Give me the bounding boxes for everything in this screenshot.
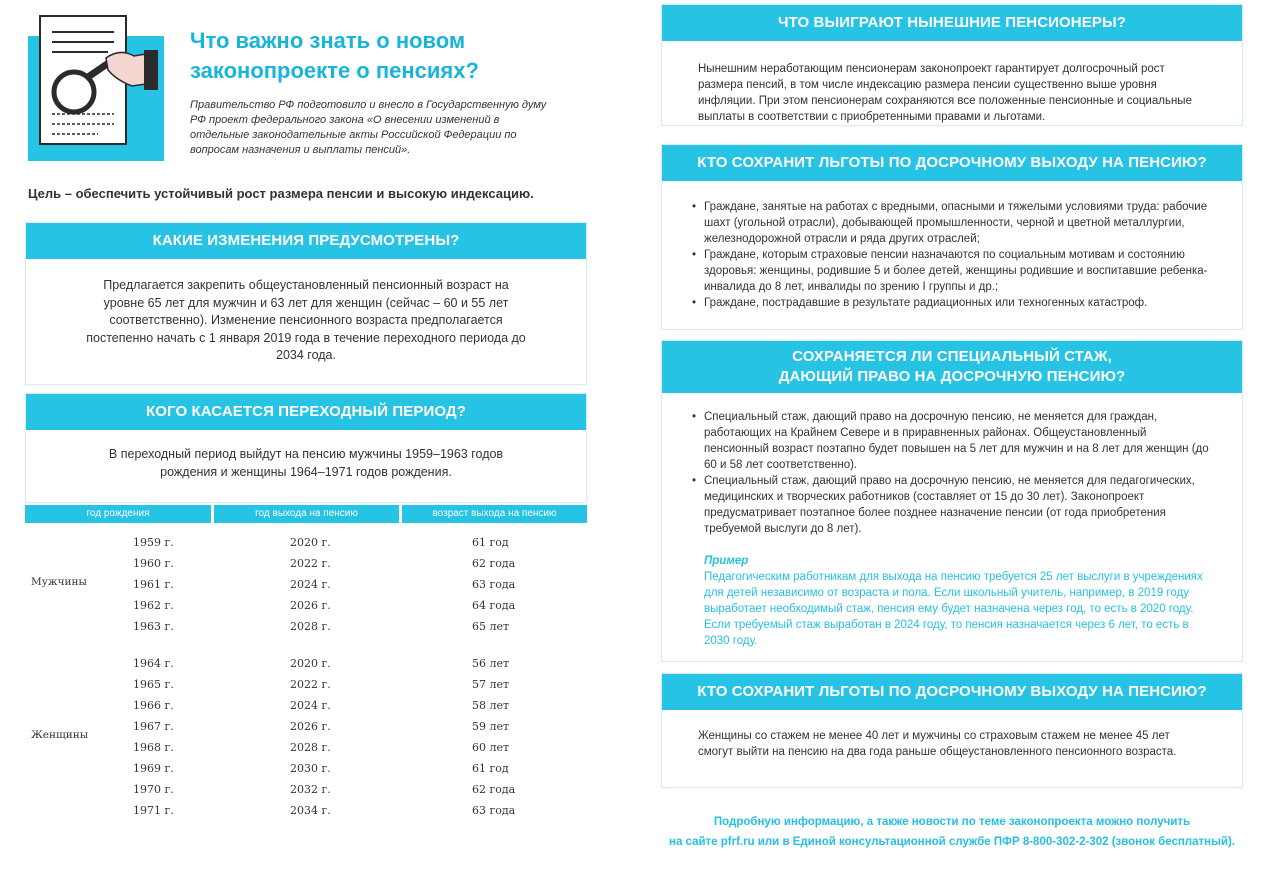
cell-age: 59 лет [472, 720, 510, 733]
table-row [25, 620, 587, 640]
cell-birth: 1969 г. [133, 762, 174, 775]
table-row [25, 536, 587, 556]
pensioners-heading: ЧТО ВЫИГРАЮТ НЫНЕШНИЕ ПЕНСИОНЕРЫ? [662, 5, 1242, 41]
goal-text: Цель – обеспечить устойчивый рост размера пенсии и высокую индексацию. [28, 186, 534, 201]
cell-age: 63 года [472, 578, 516, 591]
cell-birth: 1968 г. [133, 741, 174, 754]
special-experience-section [661, 340, 1243, 662]
table-row [25, 678, 587, 698]
cell-retire: 2020 г. [290, 657, 331, 670]
example-text: Педагогическим работникам для выхода на пенсию требуется 25 лет выслуги в учреждениях для детей независимо от возраста и пола. Если школьный учитель, например, в 2019 году выработает необходимый стаж, пенсия ему будет назначена через год, то есть в 2020 году. Если требуемый стаж выработан в 2024 году, то пенсия назначается через 6 лет, то есть в 2030 году. [704, 571, 1203, 647]
column-header-birth: год рождения [25, 505, 211, 523]
cell-retire: 2024 г. [290, 578, 331, 591]
cell-birth: 1961 г. [133, 578, 174, 591]
cell-age: 60 лет [472, 741, 510, 754]
table-row [25, 578, 587, 598]
column-header-retire: год выхода на пенсию [214, 505, 399, 523]
page-title-line1: Что важно знать о новом [190, 28, 466, 53]
cell-retire: 2028 г. [290, 741, 331, 754]
page-title [190, 26, 550, 86]
cell-birth: 1967 г. [133, 720, 174, 733]
intro-text: Правительство РФ подготовило и внесло в Государственную думу РФ проект федерального закона «О внесении изменений в отдельные законодательные акты Российской Федерации по вопросам назначения и выплаты пенсий». [190, 99, 547, 156]
changes-heading: КАКИЕ ИЗМЕНЕНИЯ ПРЕДУСМОТРЕНЫ? [26, 223, 586, 259]
cell-age: 62 года [472, 783, 516, 796]
early-retirement-section [661, 144, 1243, 330]
column-header-age: возраст выхода на пенсию [402, 505, 587, 523]
early-retirement-heading: КТО СОХРАНИТ ЛЬГОТЫ ПО ДОСРОЧНОМУ ВЫХОДУ НА ПЕНСИЮ? [662, 145, 1242, 181]
cell-retire: 2026 г. [290, 720, 331, 733]
cell-age: 64 года [472, 599, 516, 612]
cell-retire: 2022 г. [290, 557, 331, 570]
cell-birth: 1964 г. [133, 657, 174, 670]
early-retirement-text-2: Женщины со стажем не менее 40 лет и мужчины со страховым стажем не менее 45 лет смогут выйти на пенсию на два года раньше общеустановленного пенсионного возраста. [698, 730, 1177, 758]
changes-section [25, 222, 587, 385]
cell-age: 62 года [472, 557, 516, 570]
cell-age: 58 лет [472, 699, 510, 712]
list-item: • Граждане, пострадавшие в результате радиационных или техногенных катастроф. [692, 295, 1212, 311]
special-experience-heading [662, 341, 1242, 393]
cell-retire: 2020 г. [290, 536, 331, 549]
pensioners-text: Нынешним неработающим пенсионерам законопроект гарантирует долгосрочный рост размера пенсий, в том числе индексацию размера пенсии существенно выше уровня инфляции. При этом пенсионерам сохраняются все положенные пенсионные и социальные выплаты в соответствии с приобретенными правами и льготами. [698, 63, 1192, 123]
cell-birth: 1960 г. [133, 557, 174, 570]
example-title: Пример [704, 555, 749, 567]
cell-birth: 1971 г. [133, 804, 174, 817]
cell-retire: 2024 г. [290, 699, 331, 712]
cell-age: 63 года [472, 804, 516, 817]
transition-section [25, 393, 587, 503]
early-retirement-heading-2: КТО СОХРАНИТ ЛЬГОТЫ ПО ДОСРОЧНОМУ ВЫХОДУ НА ПЕНСИЮ? [662, 674, 1242, 710]
document-magnifier-icon [28, 14, 164, 161]
cell-birth: 1966 г. [133, 699, 174, 712]
changes-text: Предлагается закрепить общеустановленный пенсионный возраст на уровне 65 лет для мужчин и 63 лет для женщин (сейчас – 60 и 55 лет соответственно). Изменение пенсионного возраста предполагается постепенно начать с 1 января 2019 года в течение переходного периода до 2034 года. [86, 278, 526, 362]
cell-age: 65 лет [472, 620, 510, 633]
pensioners-section [661, 4, 1243, 126]
page-title-line2: законопроекте о пенсиях? [190, 58, 479, 83]
list-item: • Граждане, занятые на работах с вредными, опасными и тяжелыми условиями труда: рабочие шахт (угольной отрасли), добывающей промышленности, черной и цветной металлургии, железнодорожной отрасли и ряда других отраслей; [692, 199, 1212, 247]
list-item: • Граждане, которым страховые пенсии назначаются по социальным мотивам и состоянию здоровья: женщины, родившие 5 и более детей, женщины родившие и воспитавшие ребенка-инвалида до 8 лет, инвалиды по зрению I группы и др.; [692, 247, 1212, 295]
early-retirement-section-2 [661, 673, 1243, 788]
cell-age: 61 год [472, 536, 509, 549]
list-item: • Специальный стаж, дающий право на досрочную пенсию, не меняется для граждан, работающих на Крайнем Севере и в приравненных районах. Общеустановленный пенсионный возраст поэтапно будет повышен на 5 лет для мужчин и на 8 лет для женщин (до 60 и 58 лет соответственно). [692, 409, 1212, 473]
table-row [25, 741, 587, 761]
transition-heading: КОГО КАСАЕТСЯ ПЕРЕХОДНЫЙ ПЕРИОД? [26, 394, 586, 430]
cell-birth: 1963 г. [133, 620, 174, 633]
footer-info [661, 812, 1243, 852]
table-header [25, 505, 587, 523]
cell-retire: 2026 г. [290, 599, 331, 612]
special-heading-line2: ДАЮЩИЙ ПРАВО НА ДОСРОЧНУЮ ПЕНСИЮ? [778, 368, 1126, 385]
table-row [25, 599, 587, 619]
cell-birth: 1962 г. [133, 599, 174, 612]
table-row [25, 804, 587, 824]
group-label-women: Женщины [31, 729, 89, 741]
cell-birth: 1965 г. [133, 678, 174, 691]
table-row [25, 657, 587, 677]
table-row [25, 783, 587, 803]
cell-age: 61 год [472, 762, 509, 775]
table-row [25, 699, 587, 719]
cell-birth: 1959 г. [133, 536, 174, 549]
transition-text: В переходный период выйдут на пенсию мужчины 1959–1963 годов рождения и женщины 1964–1971 годов рождения. [108, 447, 504, 479]
table-row [25, 720, 587, 740]
cell-retire: 2032 г. [290, 783, 331, 796]
cell-retire: 2028 г. [290, 620, 331, 633]
table-row [25, 557, 587, 577]
cell-retire: 2034 г. [290, 804, 331, 817]
footer-line1: Подробную информацию, а также новости по теме законопроекта можно получить [713, 816, 1191, 828]
cell-age: 56 лет [472, 657, 510, 670]
cell-age: 57 лет [472, 678, 510, 691]
footer-line2: на сайте pfrf.ru или в Единой консультационной службе ПФР 8-800-302-2-302 (звонок бесплатный). [669, 836, 1235, 848]
special-heading-line1: СОХРАНЯЕТСЯ ЛИ СПЕЦИАЛЬНЫЙ СТАЖ, [792, 348, 1112, 365]
list-item: • Специальный стаж, дающий право на досрочную пенсию, не меняется для педагогических, медицинских и творческих работников (составляет от 15 до 30 лет). Законопроект предусматривает поэтапное более позднее назначение пенсии (от года приобретения требуемой выслуги до 8 лет). [692, 473, 1212, 537]
table-row [25, 762, 587, 782]
cell-retire: 2022 г. [290, 678, 331, 691]
group-label-men: Мужчины [31, 576, 87, 588]
cell-retire: 2030 г. [290, 762, 331, 775]
cell-birth: 1970 г. [133, 783, 174, 796]
